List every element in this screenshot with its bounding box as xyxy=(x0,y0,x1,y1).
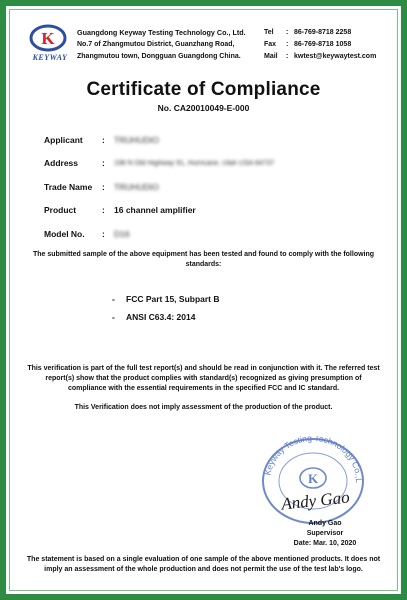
standard-text: FCC Part 15, Subpart B xyxy=(126,294,220,304)
mail-separator: : xyxy=(286,53,289,60)
footer-disclaimer: The statement is based on a single evaluation of one sample of the above mentioned products. It does not imply an assessment of the whole production and does not permit the use of the test lab's logo. xyxy=(26,556,381,573)
verification-text: This verification is part of the full test report(s) and should be read in conjunction with it. The referred test report(s) show that the product complies with standard(s) recognized as giving presumption of compliance with the essential requirements in the specified FCC and IC standard. xyxy=(27,365,380,392)
standard-dash: - xyxy=(112,294,115,304)
company-address-line1: No.7 of Zhangmutou District, Guanzhang Road, xyxy=(77,41,235,48)
field-value: D16 xyxy=(114,228,130,239)
field-colon: : xyxy=(102,228,105,239)
signatory-block xyxy=(280,519,370,549)
company-info xyxy=(77,27,246,63)
company-name: Guangdong Keyway Testing Technology Co., Ltd. xyxy=(77,28,246,37)
standard-item xyxy=(112,290,220,308)
certificate-fields xyxy=(44,128,274,246)
fax-row xyxy=(264,39,376,51)
verification-note: This Verification does not imply assessment of the production of the product. xyxy=(74,404,333,411)
standards-list xyxy=(112,290,220,326)
signature: Andy Gao xyxy=(280,487,351,514)
field-applicant xyxy=(44,128,274,152)
field-address xyxy=(44,152,274,176)
mail-label: Mail xyxy=(264,53,278,60)
field-label: Model No. xyxy=(44,228,85,239)
mail-value: kwtest@keywaytest.com xyxy=(294,53,377,60)
company-seal-icon xyxy=(258,436,368,531)
field-trade-name xyxy=(44,175,274,199)
fax-separator: : xyxy=(286,41,289,48)
standard-text: ANSI C63.4: 2014 xyxy=(126,312,196,322)
field-value: 198 N Old Highway 91, Hurricane, Utah USA 84737 xyxy=(114,159,275,167)
contact-info xyxy=(264,27,376,63)
svg-text:K: K xyxy=(41,29,55,48)
keyway-logo-icon xyxy=(28,24,68,54)
compliance-statement: The submitted sample of the above equipment has been tested and found to comply with the following standards: xyxy=(32,251,375,268)
field-colon: : xyxy=(102,205,105,216)
field-product xyxy=(44,199,274,223)
field-label: Product xyxy=(44,205,77,216)
signatory-title: Supervisor xyxy=(306,530,344,537)
tel-value: 86-769-8718 2258 xyxy=(294,29,352,36)
logo-text: KEYWAY xyxy=(32,53,68,62)
fax-label: Fax xyxy=(264,41,277,48)
field-colon: : xyxy=(102,181,105,192)
mail-row xyxy=(264,51,376,63)
field-colon: : xyxy=(102,134,105,145)
certificate-title: Certificate of Compliance xyxy=(86,79,321,100)
field-value: TRUHUDIO xyxy=(114,181,159,192)
tel-label: Tel xyxy=(264,29,274,36)
signatory-date: Date: Mar. 10, 2020 xyxy=(293,540,357,547)
field-colon: : xyxy=(102,158,105,169)
field-value: 16 channel amplifier xyxy=(114,205,196,216)
signatory-name: Andy Gao xyxy=(308,520,342,527)
seal-text: Keyway Testing Technology Co.,L xyxy=(262,436,365,483)
fax-value: 86-769-8718 1058 xyxy=(294,41,352,48)
company-address-line2: Zhangmutou town, Dongguan Guangdong China. xyxy=(77,53,241,60)
field-label: Trade Name xyxy=(44,181,93,192)
tel-separator: : xyxy=(286,29,289,36)
tel-row xyxy=(264,27,376,39)
svg-text:K: K xyxy=(307,471,319,486)
field-value: TRUHUDIO xyxy=(114,134,159,145)
field-model-no xyxy=(44,222,274,246)
field-label: Applicant xyxy=(44,134,83,145)
certificate-number: No. CA20010049-E-000 xyxy=(157,103,250,113)
field-label: Address xyxy=(44,158,79,169)
standard-item xyxy=(112,308,220,326)
standard-dash: - xyxy=(112,312,115,322)
